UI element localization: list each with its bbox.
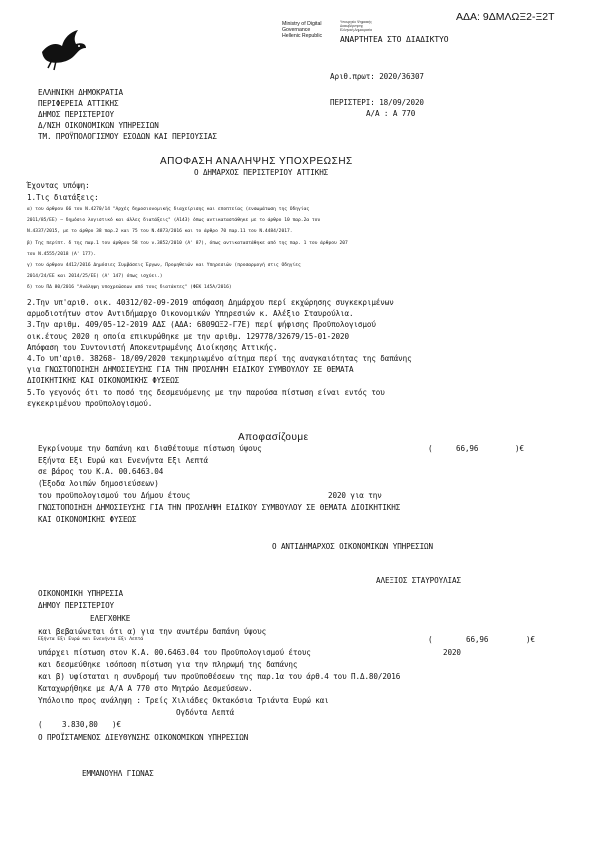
amount-close: )€: [515, 444, 524, 453]
check-checked: ΕΛΕΓΧΘΗΚΕ: [90, 614, 131, 623]
gov-line-en-1: Ministry of Digital: [282, 21, 322, 27]
gov-line-en-2: Governance: [282, 27, 311, 33]
point-line: για ΓΝΩΣΤΟΠΟΙΗΣΗ ΔΗΜΟΣΙΕΥΣΗΣ ΓΙΑ ΤΗΝ ΠΡΟΣΛΗΨΗ ΕΙΔΙΚΟΥ ΣΥΜΒΟΥΛΟΥ ΣΕ ΘΕΜΑΤΑ: [27, 365, 354, 375]
point-line: ΔΙΟΙΚΗΤΙΚΗΣ ΚΑΙ ΟΙΚΟΝΟΜΙΚΗΣ ΦΥΣΕΩΣ: [27, 376, 180, 386]
legal-line: α) του άρθρου 66 του Ν.4270/14 "Αρχές δημοσιονομικής διαχείρισης και εποπτείας (ενσωμάτωση της Οδηγίας: [27, 207, 310, 212]
legal-line: γ) του άρθρου 4412/2016 Δημόσιες Συμβάσεις Έργων, Προμηθειών και Υπηρεσιών (προσαρμογή στις Οδηγίες: [27, 263, 301, 269]
director-name: ΕΜΜΑΝΟΥΗΛ ΓΙΩΝΑΣ: [82, 769, 154, 778]
point-line: 3.Την αριθμ. 409/05-12-2019 ΑΔΣ (ΑΔΑ: 6809ΩΞ2-Γ7Ε) περί ψήφισης Προϋπολογισμού: [27, 320, 376, 330]
dove-emblem: [38, 22, 88, 74]
point-line: 5.Το γεγονός ότι το ποσό της δεσμευόμενης με την παρούσα πίστωση είναι εντός του: [27, 387, 385, 397]
approve-budget-year: 2020 για την: [328, 491, 382, 500]
check-remaining: Υπόλοιπο προς ανάληψη : Τρείς Χιλιάδες Οκτακόσια Τριάντα Ευρώ και: [38, 696, 329, 705]
legal-line: 2011/85/ΕΕ) – δημόσιο λογιστικό και άλλες διατάξεις" (Α143) όπως αντικαταστάθηκε με το άρθρο 10 παρ.2α του: [27, 218, 321, 224]
check-remaining-close: )€: [112, 720, 121, 729]
posted-label: ΑΝΑΡΤΗΤΕΑ ΣΤΟ ΔΙΑΔΙΚΤΥΟ: [340, 35, 449, 44]
gov-line-gr-3: Ελληνική Δημοκρατία: [340, 27, 372, 32]
issuer-line: ΔΗΜΟΣ ΠΕΡΙΣΤΕΡΙΟΥ: [38, 110, 115, 119]
approve-purpose-2: ΚΑΙ ΟΙΚΟΝΟΜΙΚΗΣ ΦΥΣΕΩΣ: [38, 515, 137, 524]
approve-budget: του προϋπολογισμού του Δήμου έτους: [38, 491, 191, 500]
legal-line: του Ν.4555/2018 (Α' 177).: [27, 251, 97, 257]
approve-line-1: Εγκρίνουμε την δαπάνη και διαθέτουμε πίστωση ύψους: [38, 444, 262, 453]
legal-line: δ) του ΠΔ 80/2016 "Ανάληψη υποχρεώσεων από τους διατάκτες" (ΦΕΚ 145Α/2016): [27, 285, 232, 291]
legal-line: Ν.4337/2015, με το άρθρο 38 παρ.2 και 75 του Ν.4873/2016 και το άρθρο 70 παρ.11 του Ν.4484/2017.: [27, 229, 293, 235]
protocol-number: Αριθ.πρωτ: 2020/36307: [330, 72, 424, 81]
point-line: 2.Την υπ'αριθ. οικ. 40312/02-09-2019 απόφαση Δημάρχου περί εκχώρησης συγκεκριμένων: [27, 298, 394, 307]
gov-logo: [282, 21, 322, 39]
issuer-line: ΠΕΡΙΦΕΡΕΙΑ ΑΤΤΙΚΗΣ: [38, 99, 119, 108]
point-line: 4.Το υπ'αριθ. 38268- 18/09/2020 τεκμηριωμένο αίτημα περί της αναγκαιότητας της δαπάνης: [27, 354, 412, 364]
item-1: 1.Τις διατάξεις:: [27, 193, 99, 202]
check-exists-year: 2020: [443, 648, 461, 657]
document-title: ΑΠΟΦΑΣΗ ΑΝΑΛΗΨΗΣ ΥΠΟΧΡΕΩΣΗΣ: [160, 156, 353, 167]
check-municipality: ΔΗΜΟΥ ΠΕΡΙΣΤΕΡΙΟΥ: [38, 601, 115, 610]
check-remaining-amount: 3.830,80: [62, 720, 98, 729]
gov-line-en-3: Hellenic Republic: [282, 33, 323, 39]
point-line: αρμοδιοτήτων στον Αντιδήμαρχο Οικονομικών Υπηρεσιών κ. Αλέξιο Σταυρούλια.: [27, 309, 354, 319]
approve-ka-desc: (Έξοδα λοιπών δημοσιεύσεων): [38, 479, 159, 488]
gov-logo-gr: [340, 21, 372, 33]
legal-provisions: [27, 204, 348, 294]
check-certify: και βεβαιώνεται ότι α) για την ανωτέρω δαπάνη ύψους: [38, 627, 267, 636]
check-amount-open: (: [428, 635, 433, 644]
issuer-block: [38, 87, 217, 142]
point-line: οικ.έτους 2020 η οποία επικυρώθηκε με την αριθμ. 129778/32679/15-01-2020: [27, 331, 349, 341]
legal-line: β) Της περίπτ. δ της παρ.1 του άρθρου 58 του ν.3852/2010 (Α' 87), όπως αντικαταστάθηκε από της παρ. 1 του άρθρου 207: [27, 240, 348, 246]
place-date: ΠΕΡΙΣΤΕΡΙ: 18/09/2020: [330, 98, 424, 107]
numbered-points: [27, 297, 412, 409]
dove-icon: [38, 22, 88, 74]
issuer-line: ΤΜ. ΠΡΟΫΠΟΛΟΓΙΣΜΟΥ ΕΣΟΔΩΝ ΚΑΙ ΠΕΡΙΟΥΣΙΑΣ: [38, 132, 217, 141]
check-amount-close: )€: [526, 635, 535, 644]
document-subtitle: Ο ΔΗΜΑΡΧΟΣ ΠΕΡΙΣΤΕΡΙΟΥ ΑΤΤΙΚΗΣ: [194, 168, 329, 177]
point-line: εγκεκριμένου προϋπολογισμού.: [27, 398, 153, 408]
signer-name: ΑΛΕΞΙΟΣ ΣΤΑΥΡΟΥΛΙΑΣ: [376, 576, 461, 585]
approve-heading: Αποφασίζουμε: [238, 432, 309, 443]
point-line: Απόφαση του Συντονιστή Αποκεντρωμένης Διοίκησης Αττικής.: [27, 342, 278, 352]
issuer-line: Δ/ΝΣΗ ΟΙΚΟΝΟΜΙΚΩΝ ΥΠΗΡΕΣΙΩΝ: [38, 121, 159, 130]
signer-title: Ο ΑΝΤΙΔΗΜΑΡΧΟΣ ΟΙΚΟΝΟΜΙΚΩΝ ΥΠΗΡΕΣΙΩΝ: [272, 542, 433, 551]
gov-line-gr-2: Διακυβέρνησης: [340, 23, 364, 28]
director-title: Ο ΠΡΟΪΣΤΑΜΕΝΟΣ ΔΙΕΥΘΥΝΣΗΣ ΟΙΚΟΝΟΜΙΚΩΝ ΥΠΗΡΕΣΙΩΝ: [38, 733, 249, 742]
check-conditions: και β) υφίσταται η συνδρομή των προϋποθέσεων της παρ.1α του άρθ.4 του Π.Δ.80/2016: [38, 672, 401, 681]
check-exists: υπάρχει πίστωση στον Κ.Α. 00.6463.04 του Προϋπολογισμού έτους: [38, 648, 311, 657]
issuer-line: ΕΛΛΗΝΙΚΗ ΔΗΜΟΚΡΑΤΙΑ: [38, 88, 123, 97]
check-commit: και δεσμεύθηκε ισόποση πίστωση για την πληρωμή της δαπάνης: [38, 660, 298, 669]
check-service: ΟΙΚΟΝΟΜΙΚΗ ΥΠΗΡΕΣΙΑ: [38, 589, 123, 598]
approve-ka: σε βάρος του Κ.Α. 00.6463.04: [38, 467, 164, 476]
aa-number: Α/Α : Α 770: [366, 109, 416, 118]
check-words-small: Εξήντα Εξι Ευρώ και Ενενήντα Εξι Λεπτά: [38, 637, 144, 642]
amount-open: (: [428, 444, 433, 453]
legal-line: 2014/24/ΕΕ και 2014/25/ΕΕ) (Α' 147) όπως ισχύει.): [27, 274, 163, 280]
approve-amount: 66,96: [456, 444, 479, 453]
check-amount: 66,96: [466, 635, 489, 644]
check-registered: Καταχωρήθηκε με Α/Α Α 770 στο Μητρώο Δεσμεύσεων.: [38, 684, 253, 693]
check-remaining-2: Ογδόντα Λεπτά: [176, 708, 235, 717]
approve-purpose-1: ΓΝΩΣΤΟΠΟΙΗΣΗ ΔΗΜΟΣΙΕΥΣΗΣ ΓΙΑ ΤΗΝ ΠΡΟΣΛΗΨΗ ΕΙΔΙΚΟΥ ΣΥΜΒΟΥΛΟΥ ΣΕ ΘΕΜΑΤΑ ΔΙΟΙΚΗΤΙΚΗΣ: [38, 503, 401, 512]
approve-words: Εξήντα Εξι Ευρώ και Ενενήντα Εξι Λεπτά: [38, 456, 208, 465]
having-regard: Έχοντας υπόψη:: [27, 181, 90, 190]
gov-line-gr-1: Υπουργείο Ψηφιακής: [340, 20, 372, 24]
check-remaining-open: (: [38, 720, 43, 729]
ada-code: ΑΔΑ: 9ΔΜΛΩΞ2-Ξ2Τ: [456, 11, 555, 23]
